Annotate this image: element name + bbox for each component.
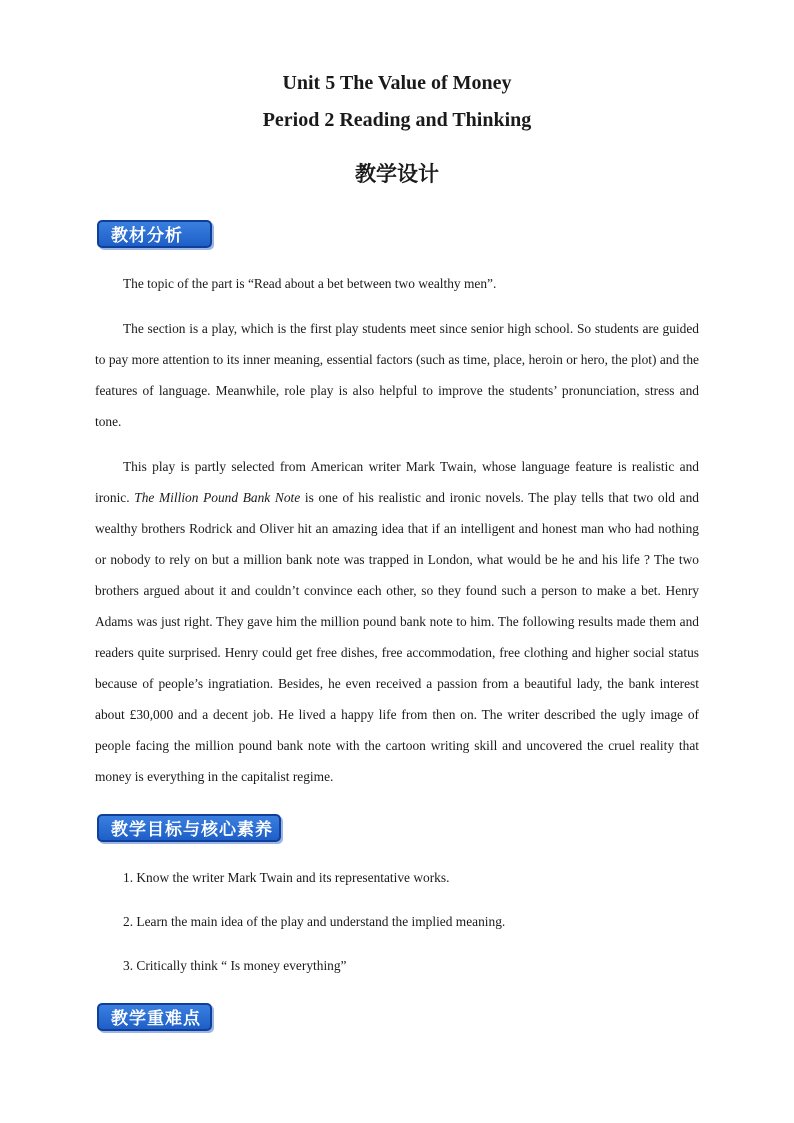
- title-teaching-design: 教学设计: [355, 162, 439, 186]
- title-period: Period 2 Reading and Thinking: [262, 109, 532, 131]
- analysis-paragraph-3: [95, 451, 699, 792]
- goal-item-1: 1. Know the writer Mark Twain and its representative works.: [123, 870, 450, 885]
- section-badge-key-points: 教学重难点: [97, 1003, 212, 1031]
- title-unit: Unit 5 The Value of Money: [282, 72, 512, 94]
- section-badge-textbook-analysis: 教材分析: [97, 220, 212, 248]
- goal-item-2: 2. Learn the main idea of the play and understand the implied meaning.: [123, 914, 506, 929]
- section-badge-teaching-goals: 教学目标与核心素养: [97, 814, 281, 842]
- analysis-paragraph-1: The topic of the part is “Read about a bet between two wealthy men”.: [123, 276, 497, 291]
- analysis-p3-intro: This play is partly selected from American writer Mark Twain, whose language feature is realistic and ironic.: [95, 459, 699, 505]
- analysis-p3-body: is one of his realistic and ironic novels. The play tells that two old and wealthy brothers Rodrick and Oliver hit an amazing idea that if an intelligent and honest man who had nothing or nobody to rely on but a million bank note was trapped in London, what would be he and his life ? The two brothers argued about it and couldn’t convince each other, so they found such a person to make a bet. Henry Adams was just right. They gave him the million pound bank note to him. The following results made them and readers quite surprised. Henry could get free dishes, free accommodation, free clothing and higher social status because of people’s ingratiation. Besides, he even received a passion from a beautiful lady, the bank interest about £30,000 and a decent job. He lived a happy life from then on. The writer described the ugly image of people facing the million pound bank note with the cartoon writing skill and uncovered the cruel reality that money is everything in the capitalist regime.: [95, 490, 699, 784]
- analysis-paragraph-2: The section is a play, which is the first play students meet since senior high school. So students are guided to pay more attention to its inner meaning, essential factors (such as time, place, heroin or hero, the plot) and the features of language. Meanwhile, role play is also helpful to improve the students’ pronunciation, stress and tone.: [95, 321, 699, 429]
- novel-title: The Million Pound Bank Note: [134, 490, 301, 505]
- goal-item-3: 3. Critically think “ Is money everything”: [123, 958, 347, 973]
